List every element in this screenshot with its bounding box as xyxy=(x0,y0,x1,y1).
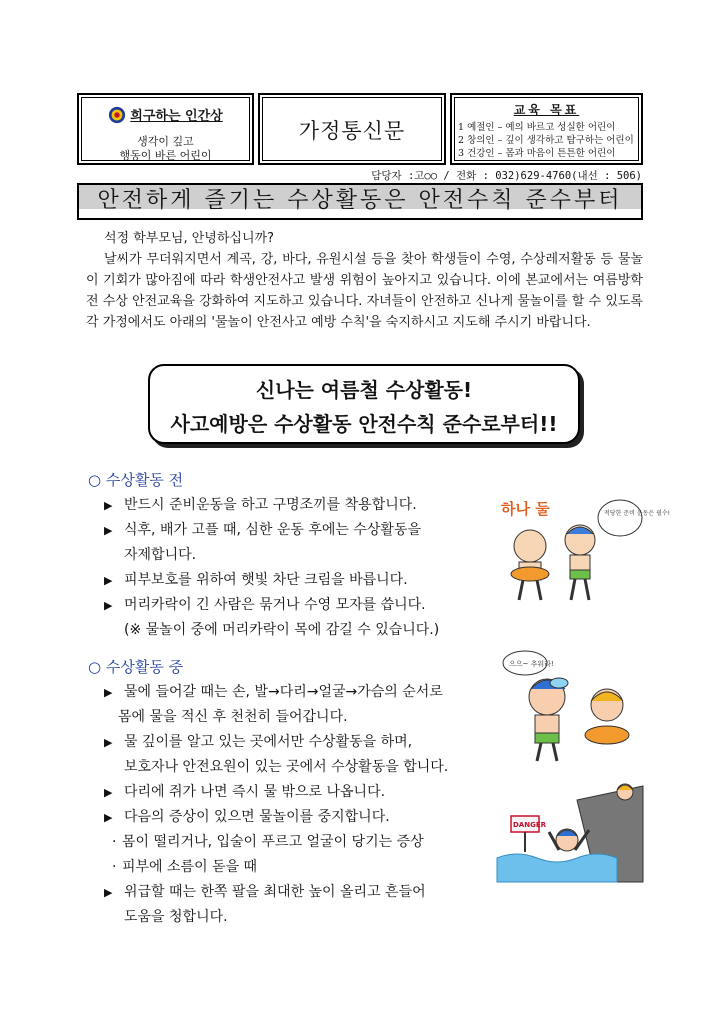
newsletter-title-box xyxy=(258,93,446,165)
speech-bubble-text: 적당한 준비 운동은 필수! xyxy=(604,510,671,517)
list-item-text: 물에 들어갈 때는 손, 발→다리→얼굴→가슴의 순서로 xyxy=(124,684,443,700)
goals-title-text: 교육 목표 xyxy=(513,103,580,117)
danger-sign-text: DANGER xyxy=(513,821,547,829)
list-item-text: 머리카락이 긴 사람은 묶거나 수영 모자를 씁니다. xyxy=(124,597,426,613)
warmup-illustration xyxy=(495,488,671,606)
bullet-dot-icon: · xyxy=(112,834,117,850)
list-item-text: 식후, 배가 고플 때, 심한 운동 후에는 수상활동을 xyxy=(124,522,422,538)
triangle-right-icon: ▶ xyxy=(104,886,113,899)
list-item-text: 자제합니다. xyxy=(124,547,197,563)
during-activity-list xyxy=(104,680,496,930)
list-item-continuation xyxy=(104,755,496,780)
goggles xyxy=(550,678,568,688)
goal-item: 2 창의인 – 깊이 생각하고 탐구하는 어린이 xyxy=(458,135,634,146)
triangle-right-icon: ▶ xyxy=(104,524,113,537)
triangle-right-icon: ▶ xyxy=(104,736,113,749)
triangle-right-icon: ▶ xyxy=(104,574,113,587)
symptom-item xyxy=(104,855,496,880)
list-item-continuation xyxy=(104,905,496,930)
swim-trunks xyxy=(535,733,559,743)
goal-item: 3 건강인 – 몸과 마음이 튼튼한 어린이 xyxy=(458,148,616,159)
list-item xyxy=(104,880,496,905)
bullet-dot-icon: · xyxy=(112,859,117,875)
list-item-text: (※ 물놀이 중에 머리카락이 목에 감길 수 있습니다.) xyxy=(124,622,440,638)
list-item-text: 다리에 쥐가 나면 즉시 물 밖으로 나옵니다. xyxy=(124,784,386,800)
triangle-right-icon: ▶ xyxy=(104,599,113,612)
list-item-text: 위급할 때는 한쪽 팔을 최대한 높이 올리고 흔들어 xyxy=(124,884,426,900)
motto-text xyxy=(79,135,252,163)
warmup-caption: 하나 둘 xyxy=(501,500,550,518)
contact-info: 담당자 :고○○ / 전화 : 032)629-4760(내선 : 506) xyxy=(371,170,642,182)
symptom-text: 몸이 떨리거나, 입술이 푸르고 얼굴이 당기는 증상 xyxy=(122,834,424,850)
speech-bubble-text: 으으~ 추워라! xyxy=(509,660,554,668)
kid-head xyxy=(514,530,546,562)
list-item xyxy=(104,518,496,543)
headline-box xyxy=(77,183,643,220)
headline-text: 안전하게 즐기는 수상활동은 안전수칙 준수부터 xyxy=(97,188,623,213)
section-heading-during: ○ 수상활동 중 xyxy=(88,658,184,676)
diving-illustration xyxy=(497,780,643,882)
banner-line-1: 신나는 여름철 수상활동! xyxy=(255,378,473,402)
goal-item: 1 예절인 – 예의 바르고 성실한 어린이 xyxy=(458,122,616,133)
symptom-item xyxy=(104,830,496,855)
banner-line-2: 사고예방은 수상활동 안전수칙 준수로부터!! xyxy=(170,412,558,436)
water xyxy=(497,854,617,882)
list-item-text: 반드시 준비운동을 하고 구명조끼를 착용합니다. xyxy=(124,497,417,513)
school-emblem-icon xyxy=(108,106,126,124)
swim-trunks xyxy=(570,570,590,579)
motto-box xyxy=(77,93,254,165)
triangle-right-icon: ▶ xyxy=(104,786,113,799)
list-item xyxy=(104,680,496,705)
goals-list xyxy=(458,121,637,160)
intro-paragraph xyxy=(86,228,643,333)
motto-line-1: 생각이 깊고 xyxy=(137,135,194,148)
swim-ring xyxy=(511,567,549,581)
speech-bubble xyxy=(598,500,642,536)
intro-body: 날씨가 무더워지면서 계곡, 강, 바다, 유원시설 등을 찾아 학생들이 수영, 수상레저활동 등 물놀이 기회가 많아짐에 따라 학생안전사고 발생 위험이 높아지고 있습니다. 이에 본교에서는 여름방학 전 수상 안전교육을 강화하여 지도하고 있습니다. 자녀들이 안전하고 신나게 물놀이를 할 수 있도록 각 가정에서도 아래의 '물놀이 안전사고 예방 수칙'을 숙지하시고 지도해 주시기 바랍니다. xyxy=(86,252,643,330)
list-item xyxy=(104,730,496,755)
intro-greeting: 석정 학부모님, 안녕하십니까? xyxy=(104,231,274,246)
cold-kids-illustration xyxy=(495,645,643,763)
list-item-text: 도움을 청합니다. xyxy=(124,909,228,925)
motto-line-2: 행동이 바른 어린이 xyxy=(119,149,212,162)
list-item-continuation xyxy=(104,543,496,568)
swim-ring xyxy=(585,726,629,744)
list-item-text: 피부보호를 위하여 햇빛 차단 크림을 바릅니다. xyxy=(124,572,408,588)
list-item xyxy=(104,568,496,593)
section-heading-before: ○ 수상활동 전 xyxy=(88,471,184,489)
list-item-note xyxy=(104,618,496,643)
list-item xyxy=(104,493,496,518)
list-item-continuation xyxy=(104,705,496,730)
symptom-text: 피부에 소름이 돋을 때 xyxy=(122,859,258,875)
motto-title: 희구하는 인간상 xyxy=(130,109,223,124)
triangle-right-icon: ▶ xyxy=(104,686,113,699)
before-activity-list xyxy=(104,493,496,643)
slogan-banner xyxy=(148,364,580,444)
list-item xyxy=(104,805,496,830)
list-item-text: 보호자나 안전요원이 있는 곳에서 수상활동을 합니다. xyxy=(124,759,449,775)
list-item-text: 몸에 물을 적신 후 천천히 들어갑니다. xyxy=(118,709,348,725)
list-item-text: 다음의 증상이 있으면 물놀이를 중지합니다. xyxy=(124,809,390,825)
list-item-text: 물 깊이를 알고 있는 곳에서만 수상활동을 하며, xyxy=(124,734,413,750)
triangle-right-icon: ▶ xyxy=(104,811,113,824)
newsletter-title: 가정통신문 xyxy=(298,119,406,143)
goals-title xyxy=(452,101,641,118)
triangle-right-icon: ▶ xyxy=(104,499,113,512)
education-goals-box xyxy=(450,93,643,165)
list-item xyxy=(104,780,496,805)
list-item xyxy=(104,593,496,618)
motto-title-row xyxy=(79,105,252,124)
